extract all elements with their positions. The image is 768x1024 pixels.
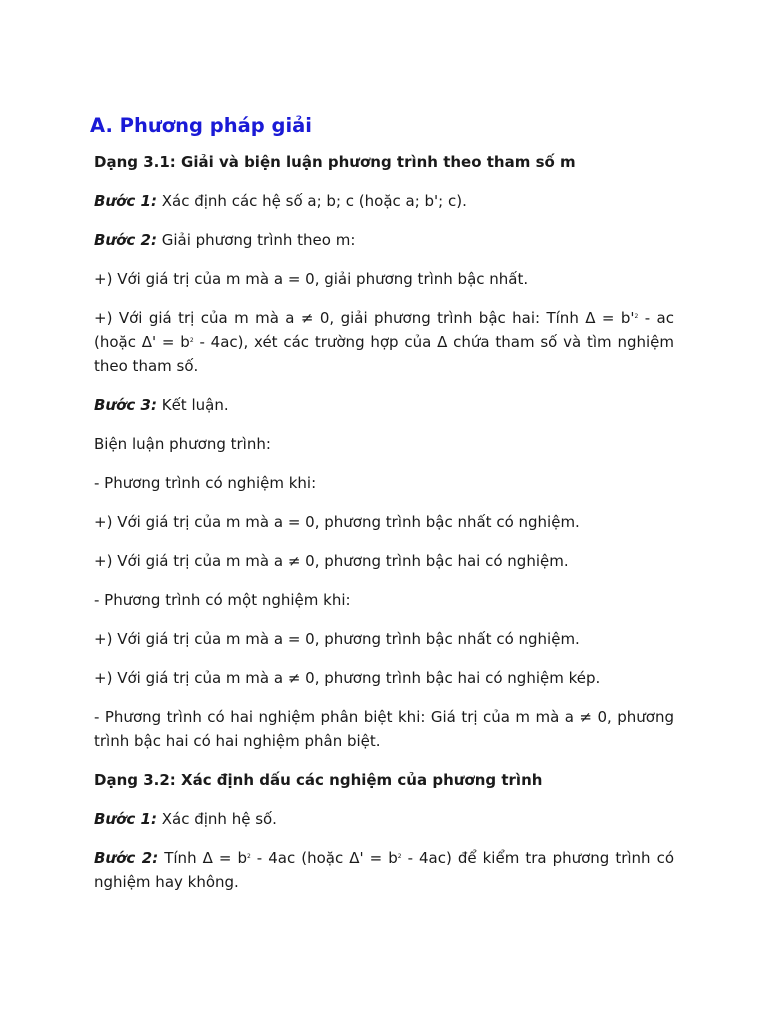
dang-3-1-title: Dạng 3.1: Giải và biện luận phương trình theo tham số m	[94, 153, 576, 171]
step3-label: Bước 3:	[94, 396, 157, 414]
superscript-2: 2	[397, 853, 402, 860]
dang1-step3	[94, 393, 674, 417]
case-a-nonzero	[94, 306, 674, 378]
case-a-nonzero-part2: - ac (hoặc Δ' = b	[94, 309, 674, 351]
one-root-a-nonzero: +) Với giá trị của m mà a ≠ 0, phương trình bậc hai có nghiệm kép.	[94, 669, 601, 687]
step1-text: Xác định các hệ số a; b; c (hoặc a; b'; c).	[156, 192, 467, 210]
step1-label: Bước 1:	[94, 810, 157, 828]
section-heading: A. Phương pháp giải	[90, 114, 312, 137]
step2-label: Bước 2:	[94, 231, 157, 249]
step2-part3: - 4ac) để kiểm tra phương trình có nghiệm hay không.	[94, 849, 674, 891]
superscript-2: 2	[246, 853, 251, 860]
case-a-zero: +) Với giá trị của m mà a = 0, giải phương trình bậc nhất.	[94, 270, 529, 288]
superscript-2: 2	[189, 337, 194, 344]
case-a-nonzero-part3: - 4ac), xét các trường hợp của Δ chứa tham số và tìm nghiệm theo tham số.	[94, 333, 675, 375]
one-root-condition: - Phương trình có một nghiệm khi:	[94, 591, 351, 609]
dang1-step1	[94, 189, 674, 213]
one-root-a-zero: +) Với giá trị của m mà a = 0, phương trình bậc nhất có nghiệm.	[94, 630, 580, 648]
superscript-2: 2	[634, 313, 639, 320]
two-roots-condition: - Phương trình có hai nghiệm phân biệt khi: Giá trị của m mà a ≠ 0, phương trình bậc hai có hai nghiệm phân biệt.	[94, 708, 674, 750]
document-page	[90, 112, 675, 909]
has-root-condition: - Phương trình có nghiệm khi:	[94, 474, 317, 492]
dang2-step1	[94, 807, 674, 831]
step2-part1: Tính Δ = b	[158, 849, 247, 867]
step1-label: Bước 1:	[94, 192, 157, 210]
step3-text: Kết luận.	[156, 396, 229, 414]
has-root-a-zero: +) Với giá trị của m mà a = 0, phương trình bậc nhất có nghiệm.	[94, 513, 580, 531]
has-root-a-nonzero: +) Với giá trị của m mà a ≠ 0, phương trình bậc hai có nghiệm.	[94, 552, 569, 570]
step1-text: Xác định hệ số.	[156, 810, 277, 828]
step2-text: Giải phương trình theo m:	[156, 231, 356, 249]
dang2-step2	[94, 846, 674, 894]
bien-luan-heading: Biện luận phương trình:	[94, 435, 271, 453]
step2-label: Bước 2:	[94, 849, 159, 867]
dang-3-2-title: Dạng 3.2: Xác định dấu các nghiệm của phương trình	[94, 771, 543, 789]
step2-part2: - 4ac (hoặc Δ' = b	[250, 849, 398, 867]
case-a-nonzero-part1: +) Với giá trị của m mà a ≠ 0, giải phương trình bậc hai: Tính Δ = b'	[94, 309, 635, 327]
dang1-step2	[94, 228, 674, 252]
